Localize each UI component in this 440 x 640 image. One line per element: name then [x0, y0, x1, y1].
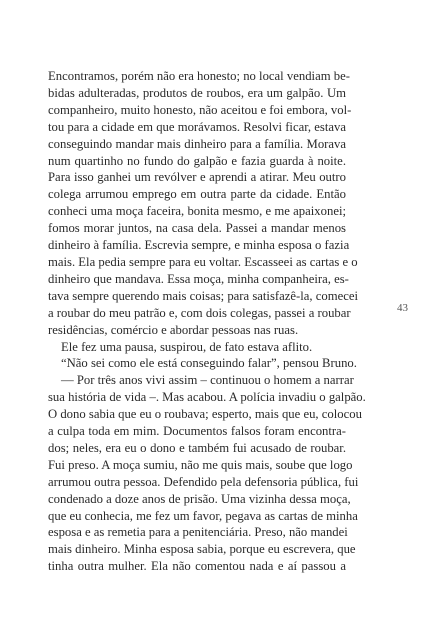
text-line: mais. Ela pedia sempre para eu voltar. Escasseei as cartas e o	[48, 254, 358, 269]
text-line: bidas adulteradas, produtos de roubos, era um galpão. Um	[48, 85, 346, 100]
text-line: fomos morar juntos, na casa dela. Passei a mandar menos	[48, 221, 346, 236]
text-line: esposa e as remetia para a penitenciária. Preso, não mandei	[48, 525, 348, 540]
text-line: dinheiro à família. Escrevia sempre, e minha esposa o fazia	[48, 238, 350, 253]
text-line: conseguindo mandar mais dinheiro para a família. Morava	[48, 136, 346, 151]
text-line: dinheiro que mandava. Essa moça, minha companheira, es-	[48, 271, 349, 286]
text-line: condenado a doze anos de prisão. Uma vizinha dessa moça,	[48, 491, 351, 506]
text-line: Para isso ganhei um revólver e aprendi a atirar. Meu outro	[48, 170, 346, 185]
text-line: mais dinheiro. Minha esposa sabia, porque eu escrevera, que	[48, 542, 356, 557]
text-line: conheci uma moça faceira, bonita mesmo, e me apaixonei;	[48, 204, 346, 219]
text-line: tou para a cidade em que morávamos. Resolvi ficar, estava	[48, 119, 346, 134]
text-line: — Por três anos vivi assim – continuou o homem a narrar	[61, 373, 354, 388]
text-line: a roubar do meu patrão e, com dois colegas, passei a roubar	[48, 305, 351, 320]
text-line: num quartinho no fundo do galpão e fazia guarda à noite.	[48, 153, 346, 168]
page-body-text	[48, 68, 366, 575]
page-number: 43	[397, 302, 408, 314]
text-line: tinha outra mulher. Ela não comentou nada e aí passou a	[48, 559, 346, 574]
text-line: colega arrumou emprego em outra parte da cidade. Então	[48, 187, 346, 202]
text-line: “Não sei como ele está conseguindo falar”, pensou Bruno.	[61, 356, 357, 371]
text-line: a culpa toda em mim. Documentos falsos foram encontra-	[48, 424, 346, 439]
text-line: Encontramos, porém não era honesto; no local vendiam be-	[48, 69, 350, 83]
text-line: Ele fez uma pausa, suspirou, de fato estava aflito.	[61, 339, 313, 354]
text-line: tava sempre querendo mais coisas; para satisfazê-la, comecei	[48, 288, 358, 303]
text-line: O dono sabia que eu o roubava; esperto, mais que eu, colocou	[48, 407, 362, 422]
text-line: dos; neles, era eu o dono e também fui acusado de roubar.	[48, 440, 346, 455]
text-line: que eu conhecia, me fez um favor, pegava as cartas de minha	[48, 508, 358, 523]
text-line: arrumou outra pessoa. Defendido pela defensoria pública, fui	[48, 474, 359, 489]
text-line: companheiro, muito honesto, não aceitou e foi embora, vol-	[48, 102, 352, 117]
text-line: sua história de vida –. Mas acabou. A polícia invadiu o galpão.	[48, 390, 366, 405]
text-line: Fui preso. A moça sumiu, não me quis mais, soube que logo	[48, 457, 353, 472]
text-line: residências, comércio e abordar pessoas nas ruas.	[48, 322, 299, 337]
